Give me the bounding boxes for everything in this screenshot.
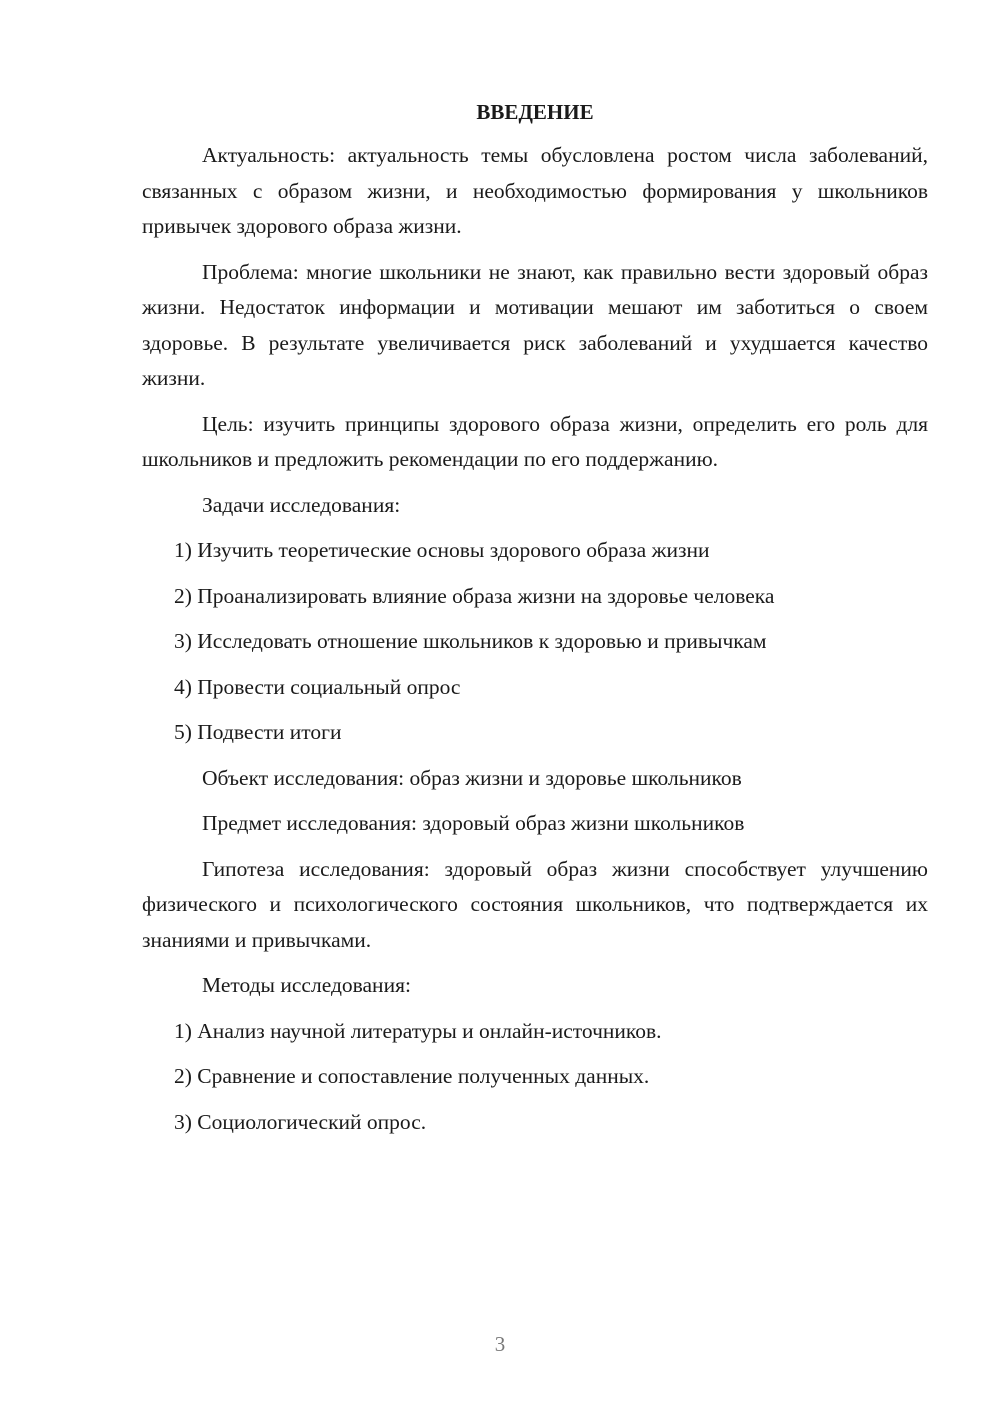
methods-list: [142, 1014, 928, 1141]
task-item: 4) Провести социальный опрос: [174, 674, 461, 699]
page-number: 3: [494, 1332, 506, 1356]
tasks-heading: Задачи исследования:: [202, 492, 401, 517]
task-item: 2) Проанализировать влияние образа жизни на здоровье человека: [174, 583, 775, 608]
task-item: 3) Исследовать отношение школьников к здоровью и привычкам: [174, 629, 767, 653]
hypothesis-paragraph: Гипотеза исследования: здоровый образ жизни способствует улучшению физического и психологического состояния школьников, что подтверждается их знаниями и привычками.: [142, 856, 928, 952]
tasks-list: [142, 533, 928, 751]
methods-heading: Методы исследования:: [202, 973, 411, 997]
relevance-paragraph: Актуальность: актуальность темы обусловлена ростом числа заболеваний, связанных с образом жизни, и необходимостью формирования у школьников привычек здорового образа жизни.: [142, 143, 928, 238]
object-line: Объект исследования: образ жизни и здоровье школьников: [202, 765, 742, 790]
task-item: 5) Подвести итоги: [174, 720, 342, 744]
method-item: 2) Сравнение и сопоставление полученных данных.: [174, 1064, 650, 1088]
problem-paragraph: Проблема: многие школьники не знают, как правильно вести здоровый образ жизни. Недостаток информации и мотивации мешают им заботиться о своем здоровье. В результате увеличивается риск заболеваний и ухудшается качество жизни.: [142, 259, 928, 390]
goal-paragraph: Цель: изучить принципы здорового образа жизни, определить его роль для школьников и предложить рекомендации по его поддержанию.: [142, 411, 928, 471]
method-item: 1) Анализ научной литературы и онлайн-источников.: [174, 1018, 662, 1043]
method-item: 3) Социологический опрос.: [174, 1109, 427, 1134]
section-title: ВВЕДЕНИЕ: [476, 100, 594, 124]
task-item: 1) Изучить теоретические основы здорового образа жизни: [174, 538, 710, 562]
subject-line: Предмет исследования: здоровый образ жизни школьников: [202, 811, 745, 835]
page-content: [142, 95, 928, 1150]
